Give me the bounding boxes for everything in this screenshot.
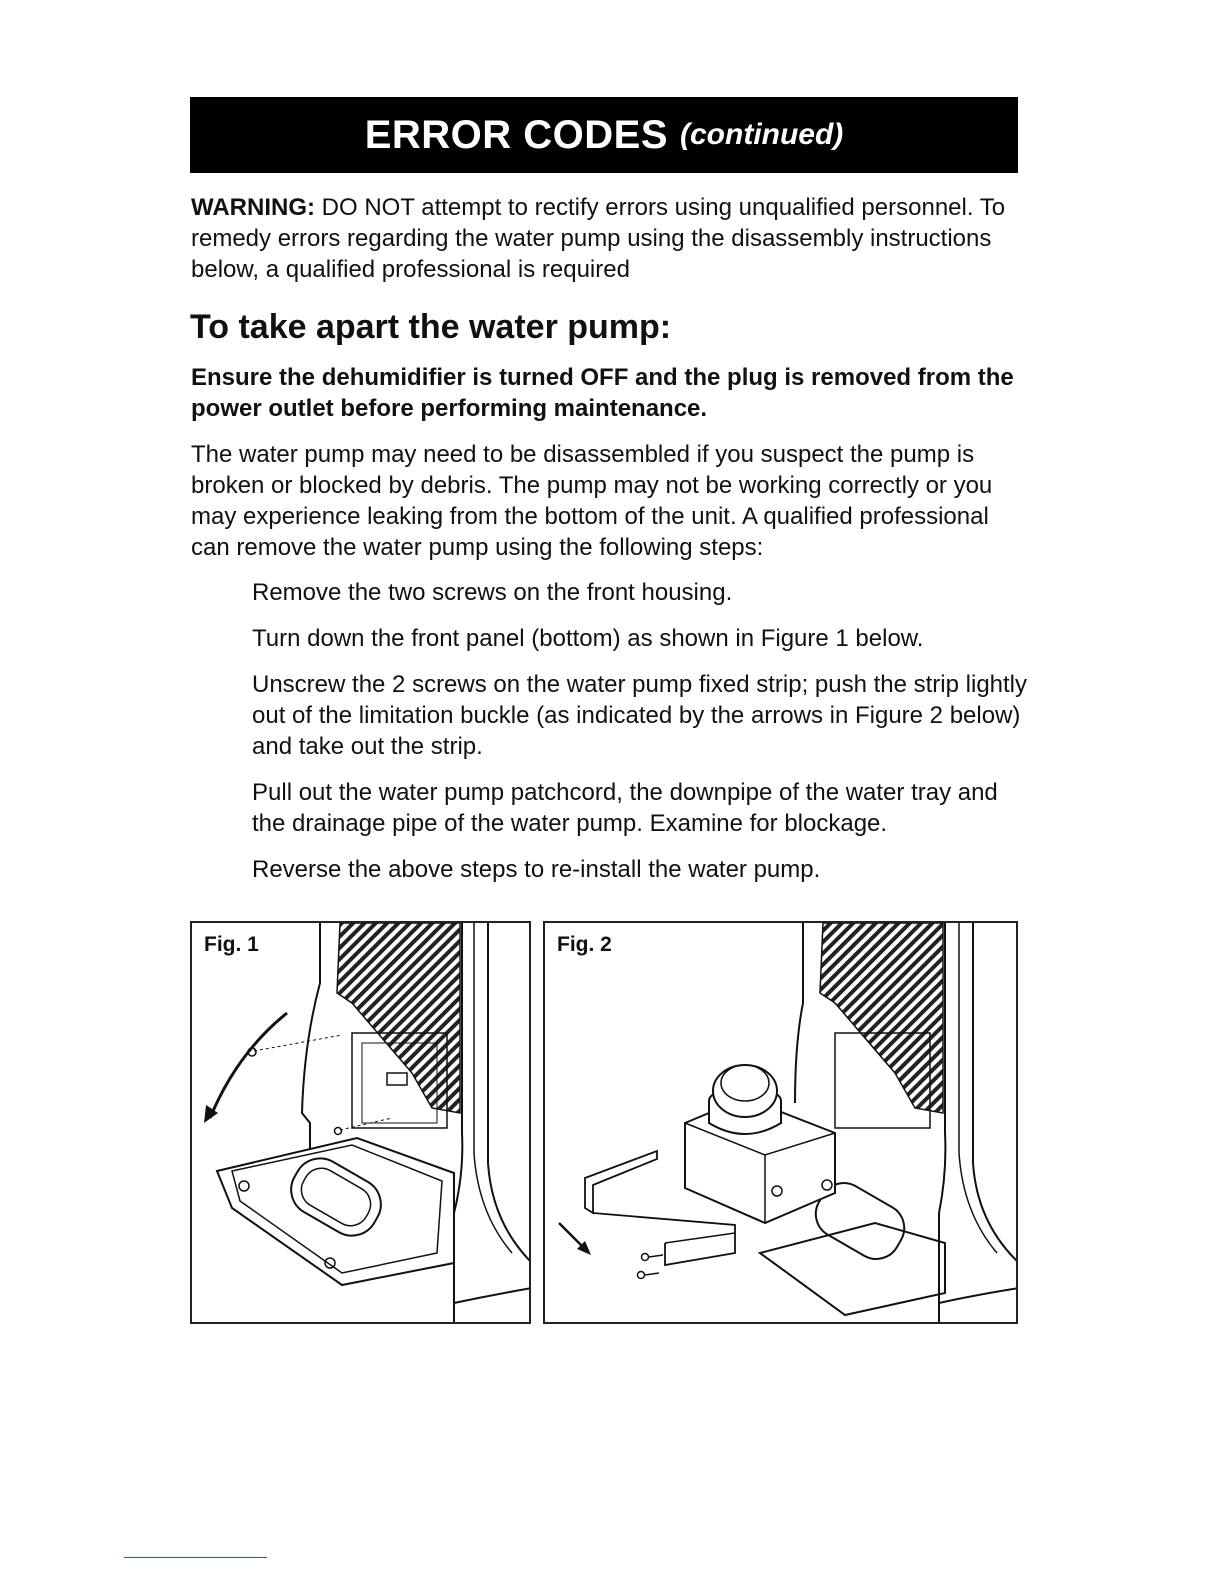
figure-1 (190, 921, 531, 1324)
step-item: Reverse the above steps to re-install the water pump. (252, 856, 821, 883)
figure-1-illustration (192, 923, 531, 1324)
warning-label: WARNING: (191, 194, 315, 221)
step-item: Turn down the front panel (bottom) as shown in Figure 1 below. (252, 625, 924, 652)
step-item: Remove the two screws on the front housing. (252, 579, 733, 606)
figure-2-label: Fig. 2 (557, 933, 612, 956)
warning-paragraph (191, 192, 1031, 285)
footer-rule (124, 1557, 267, 1558)
step-item: Unscrew the 2 screws on the water pump fixed strip; push the strip lightly out of the limitation buckle (as indicated by the arrows in Figure 2 below) and take out the strip. (252, 671, 1028, 760)
section-heading: To take apart the water pump: (190, 308, 672, 346)
steps-list (252, 577, 1032, 900)
step-item: Pull out the water pump patchcord, the downpipe of the water tray and the drainage pipe of the water pump. Examine for blockage. (252, 779, 998, 837)
figure-1-label: Fig. 1 (204, 933, 259, 956)
intro-paragraph: The water pump may need to be disassembled if you suspect the pump is broken or blocked by debris. The pump may not be working correctly or you may experience leaking from the bottom of the unit. A qualified professional can remove the water pump using the following steps: (191, 441, 993, 561)
figure-2 (543, 921, 1018, 1324)
warning-text: DO NOT attempt to rectify errors using unqualified personnel. To remedy errors regarding the water pump using the disassembly instructions below, a qualified professional is required (191, 194, 1006, 283)
section-banner (190, 97, 1018, 173)
banner-title: ERROR CODES (364, 112, 668, 157)
figure-2-illustration (545, 923, 1018, 1324)
banner-subtitle: (continued) (680, 118, 844, 151)
safety-notice: Ensure the dehumidifier is turned OFF and the plug is removed from the power outlet before performing maintenance. (191, 364, 1014, 422)
